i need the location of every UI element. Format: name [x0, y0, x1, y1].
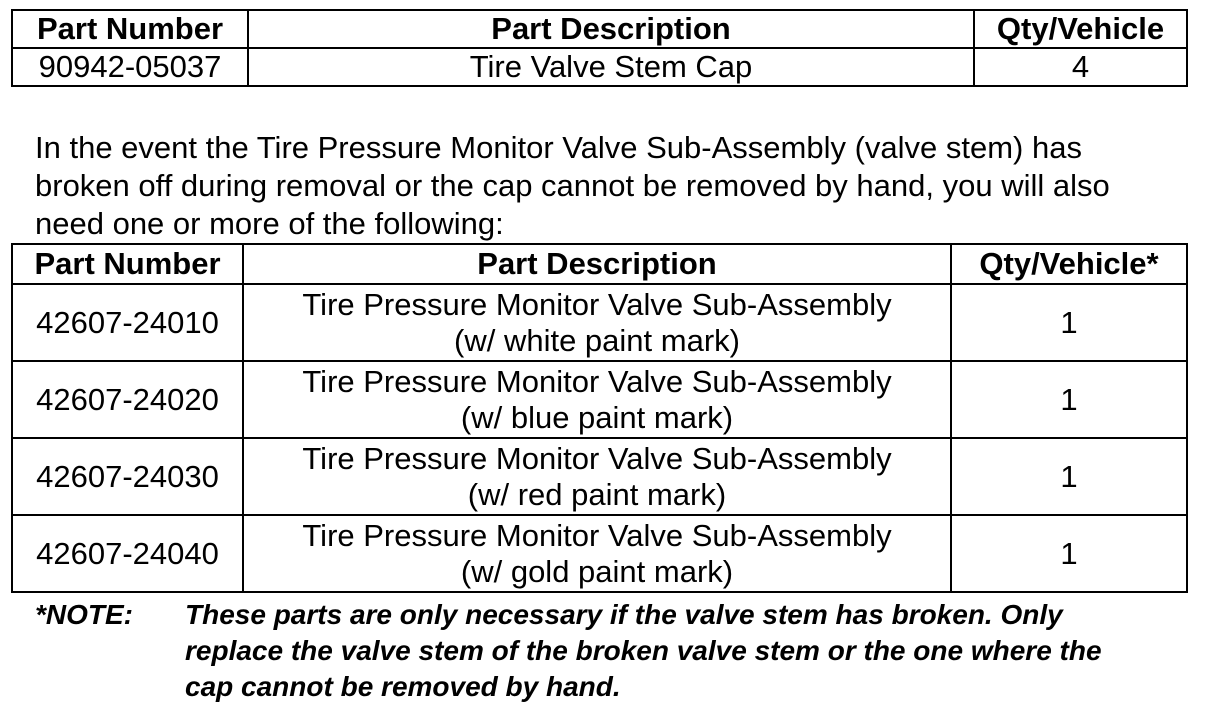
intro-line: In the event the Tire Pressure Monitor Valve Sub-Assembly (valve stem) has	[35, 130, 1082, 165]
part-number-cell: 42607-24010	[12, 284, 243, 361]
cap-parts-table	[11, 9, 1188, 87]
part-description-cell	[243, 361, 951, 438]
qty-cell: 1	[951, 361, 1187, 438]
header-part-number: Part Number	[12, 10, 248, 48]
header-qty-vehicle: Qty/Vehicle*	[951, 244, 1187, 284]
table-row	[12, 48, 1187, 86]
description-line: Tire Pressure Monitor Valve Sub-Assembly	[302, 286, 892, 322]
intro-paragraph	[35, 129, 1210, 243]
part-description-cell	[243, 515, 951, 592]
qty-cell: 4	[974, 48, 1187, 86]
description-line: (w/ gold paint mark)	[460, 553, 734, 589]
table-header-row	[12, 244, 1187, 284]
table-header-row	[12, 10, 1187, 48]
intro-line: need one or more of the following:	[35, 206, 504, 241]
qty-cell: 1	[951, 438, 1187, 515]
intro-line: broken off during removal or the cap cannot be removed by hand, you will also	[35, 168, 1110, 203]
qty-cell: 1	[951, 284, 1187, 361]
description-line: Tire Pressure Monitor Valve Sub-Assembly	[302, 363, 892, 399]
table-row	[12, 438, 1187, 515]
note-label: *NOTE:	[35, 599, 133, 630]
table-row	[12, 515, 1187, 592]
note-line: cap cannot be removed by hand.	[185, 671, 621, 702]
part-description-cell	[243, 284, 951, 361]
qty-cell: 1	[951, 515, 1187, 592]
description-line: Tire Pressure Monitor Valve Sub-Assembly	[302, 440, 892, 476]
header-part-number: Part Number	[12, 244, 243, 284]
part-number-cell: 42607-24020	[12, 361, 243, 438]
note-text	[185, 597, 1102, 705]
table-row	[12, 284, 1187, 361]
description-line: (w/ red paint mark)	[467, 476, 727, 512]
header-part-description: Part Description	[243, 244, 951, 284]
description-line: (w/ white paint mark)	[454, 322, 740, 358]
part-description-cell	[243, 438, 951, 515]
note-line: replace the valve stem of the broken valve stem or the one where the	[185, 635, 1102, 666]
description-line: Tire Pressure Monitor Valve Sub-Assembly	[302, 517, 892, 553]
description-line: (w/ blue paint mark)	[460, 399, 734, 435]
table-row	[12, 361, 1187, 438]
part-description-cell: Tire Valve Stem Cap	[248, 48, 974, 86]
header-qty-vehicle: Qty/Vehicle	[974, 10, 1187, 48]
part-number-cell: 90942-05037	[12, 48, 248, 86]
header-part-description: Part Description	[248, 10, 974, 48]
part-number-cell: 42607-24040	[12, 515, 243, 592]
valve-parts-table	[11, 243, 1188, 593]
part-number-cell: 42607-24030	[12, 438, 243, 515]
note-line: These parts are only necessary if the valve stem has broken. Only	[185, 599, 1063, 630]
